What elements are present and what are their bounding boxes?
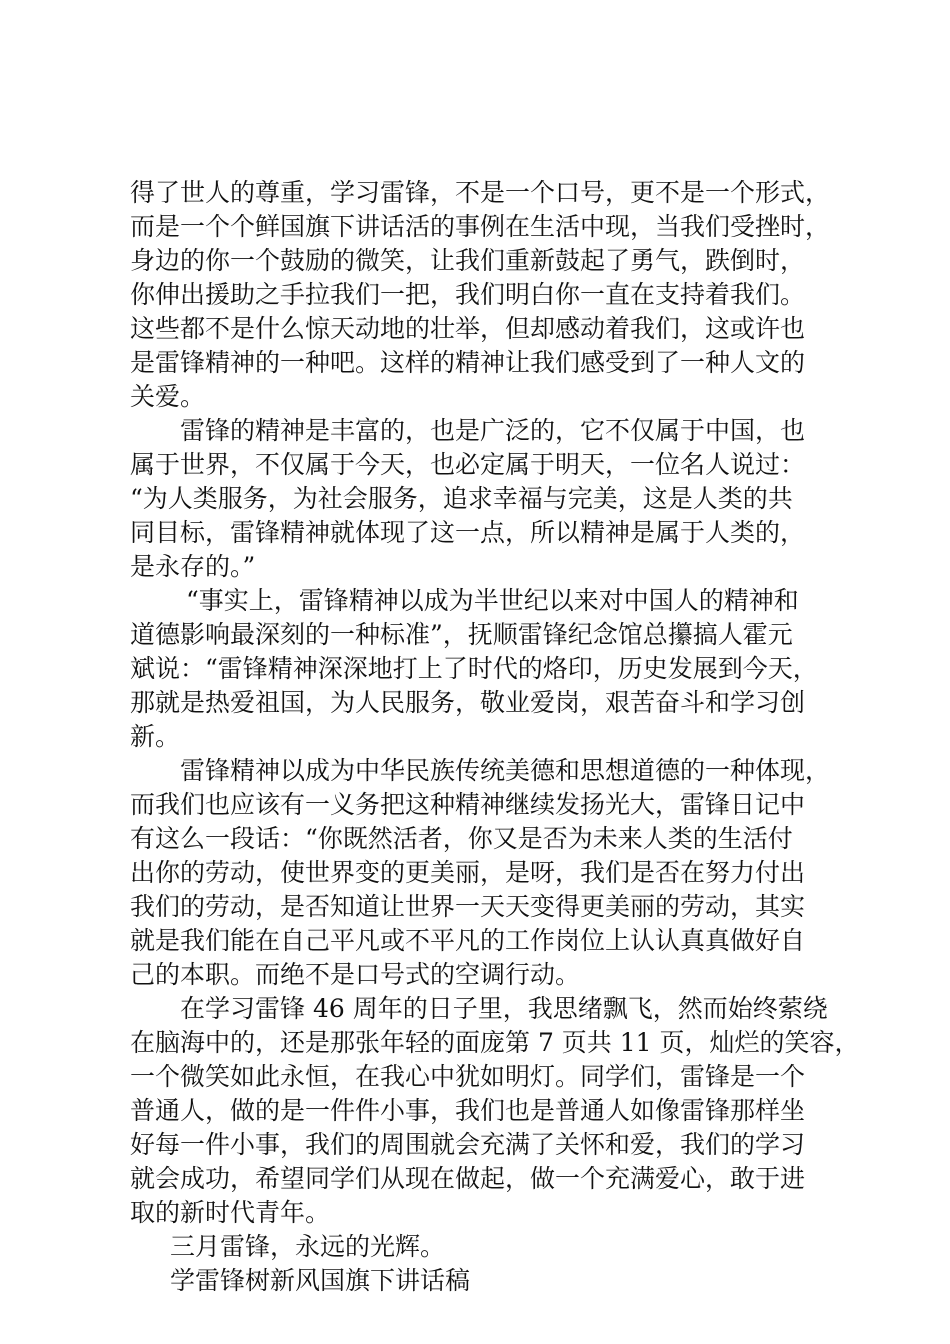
text-line: 而是一个个鲜国旗下讲话活的事例在生活中现，当我们受挫时， <box>130 212 831 241</box>
paragraph-first-line: 雷锋的精神是丰富的，也是广泛的，它不仅属于中国，也 <box>180 416 806 445</box>
document-page <box>130 0 860 1344</box>
text-line: 得了世人的尊重，学习雷锋，不是一个口号，更不是一个形式， <box>130 178 831 207</box>
text-line: 关爱。 <box>130 382 206 411</box>
text-line: 你伸出援助之手拉我们一把，我们明白你一直在支持着我们。 <box>130 280 806 309</box>
text-line: 己的本职。而绝不是口号式的空调行动。 <box>130 960 581 989</box>
text-line: 好每一件小事，我们的周围就会充满了关怀和爱，我们的学习 <box>130 1130 806 1159</box>
text-line: 有这么一段话：“你既然活者，你又是否为未来人类的生活付 <box>130 824 793 853</box>
text-line: 属于世界，不仅属于今天，也必定属于明天，一位名人说过： <box>130 450 806 479</box>
text-line: 这些都不是什么惊天动地的壮举，但却感动着我们，这或许也 <box>130 314 806 343</box>
text-line: 而我们也应该有一义务把这种精神继续发扬光大，雷锋日记中 <box>130 790 806 819</box>
text-line: 在脑海中的，还是那张年轻的面庞第 7 页共 11 页，灿烂的笑容， <box>130 1028 860 1057</box>
paragraph-first-line: 雷锋精神以成为中华民族传统美德和思想道德的一种体现， <box>180 756 831 785</box>
text-line: 普通人，做的是一件件小事，我们也是普通人如像雷锋那样坐 <box>130 1096 806 1125</box>
text-line: 就会成功，希望同学们从现在做起，做一个充满爱心，敢于进 <box>130 1164 806 1193</box>
text-line: 新。 <box>130 722 181 751</box>
text-line: “为人类服务，为社会服务，追求幸福与完美，这是人类的共 <box>130 484 793 513</box>
text-line: 取的新时代青年。 <box>130 1198 331 1227</box>
text-line: 同目标，雷锋精神就体现了这一点，所以精神是属于人类的， <box>130 518 806 547</box>
document-title: 学雷锋树新风国旗下讲话稿 <box>170 1266 471 1295</box>
text-line: 是永存的。” <box>130 552 256 581</box>
text-line: 道德影响最深刻的一种标准”，抚顺雷锋纪念馆总攥搞人霍元 <box>130 620 793 649</box>
text-line: 一个微笑如此永恒，在我心中犹如明灯。同学们，雷锋是一个 <box>130 1062 806 1091</box>
paragraph-first-line: 在学习雷锋 46 周年的日子里，我思绪飘飞，然而始终萦绕 <box>180 994 828 1023</box>
text-line: 是雷锋精神的一种吧。这样的精神让我们感受到了一种人文的 <box>130 348 806 377</box>
text-line: 我们的劳动，是否知道让世界一天天变得更美丽的劳动，其实 <box>130 892 806 921</box>
paragraph-first-line: “事实上，雷锋精神以成为半世纪以来对中国人的精神和 <box>186 586 799 615</box>
text-line: 出你的劳动，使世界变的更美丽，是呀，我们是否在努力付出 <box>130 858 806 887</box>
text-line: 那就是热爱祖国，为人民服务，敬业爱岗，艰苦奋斗和学习创 <box>130 688 806 717</box>
text-line: 就是我们能在自己平凡或不平凡的工作岗位上认认真真做好自 <box>130 926 806 955</box>
text-line: 斌说：“雷锋精神深深地打上了时代的烙印，历史发展到今天， <box>130 654 818 683</box>
text-line: 身边的你一个鼓励的微笑，让我们重新鼓起了勇气，跌倒时， <box>130 246 806 275</box>
closing-line: 三月雷锋，永远的光辉。 <box>170 1232 446 1261</box>
